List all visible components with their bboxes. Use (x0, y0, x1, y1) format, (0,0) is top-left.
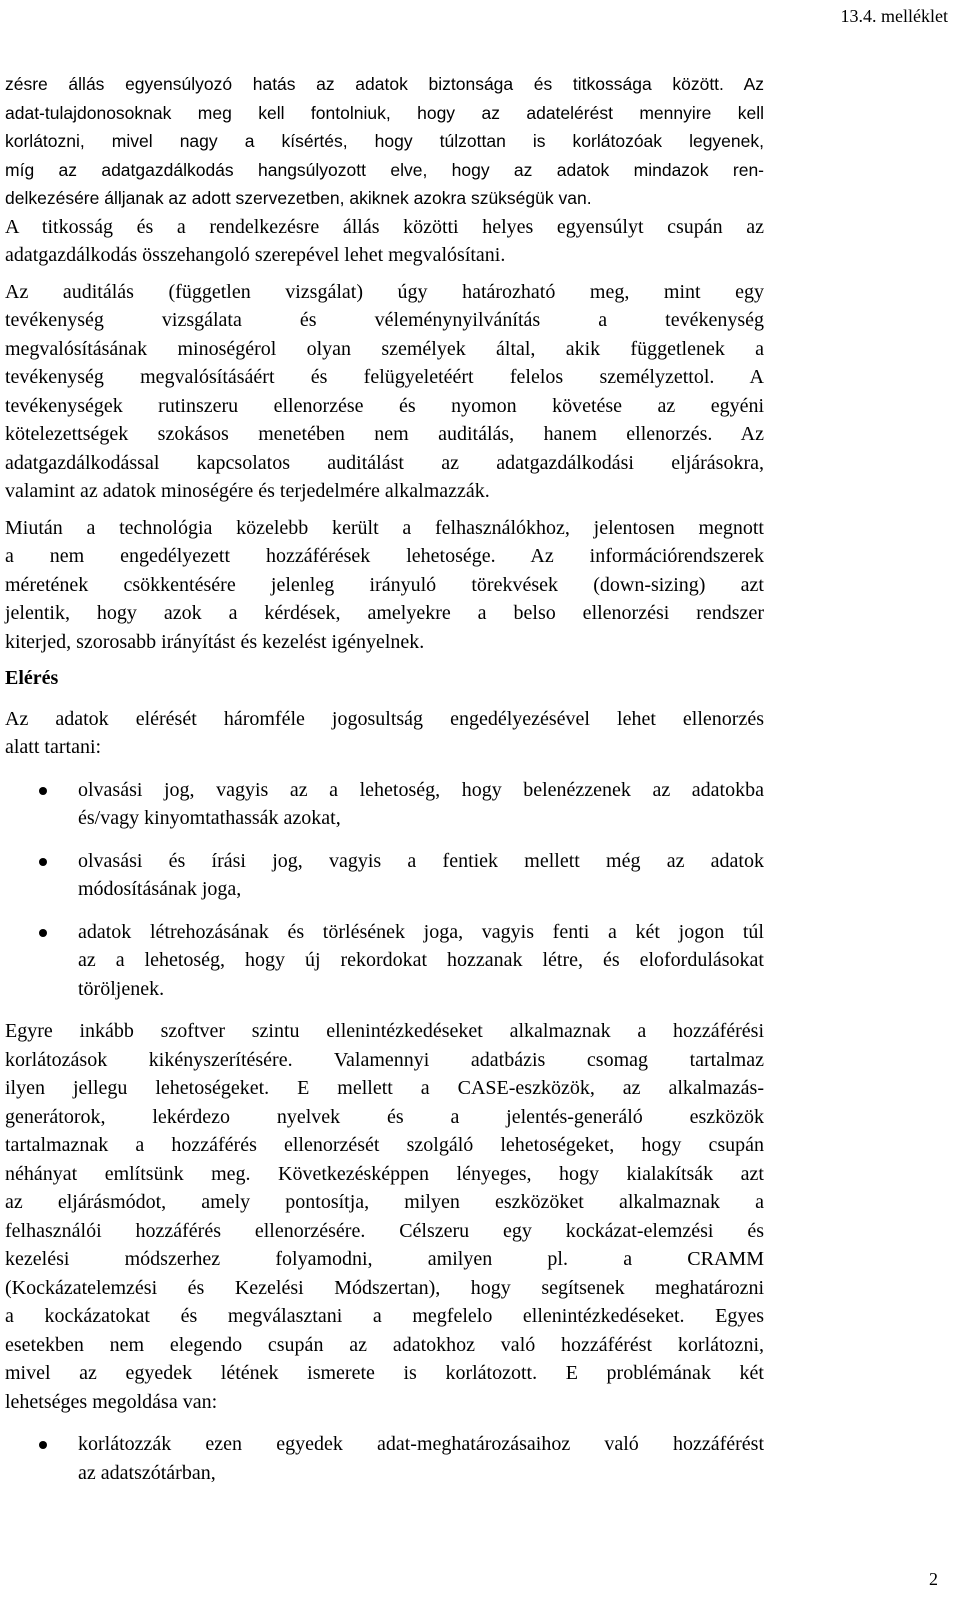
text-line: a nem engedélyezett hozzáférések lehetosége. Az információrendszerek (5, 545, 764, 567)
bullet-list-access-rights (5, 776, 764, 1004)
text-line: néhányat említsünk meg. Következésképpen lényeges, hogy kialakítsák azt (5, 1162, 764, 1185)
text-line: korlátozások kikényszerítésére. Valamennyi adatbázis csomag tartalmaz (5, 1048, 764, 1071)
text-line: töröljenek. (78, 977, 165, 1000)
text-line: adatgazdálkodással kapcsolatos auditálást az adatgazdálkodási eljárásokra, (5, 451, 764, 474)
text-line: Az auditálás (független vizsgálat) úgy határozható meg, mint egy (5, 280, 764, 303)
paragraph-3 (5, 514, 764, 657)
text-line: tevékenységek rutinszeru ellenorzése és nyomon követése az egyéni (5, 394, 764, 417)
text-line: a kockázatokat és megválasztani a megfelelo ellenintézkedéseket. Egyes (5, 1305, 764, 1327)
text-line: az a lehetoség, hogy új rekordokat hozzanak létre, és elofordulásokat (78, 949, 764, 971)
text-line: mivel az egyedek létének ismerete is korlátozott. E problémának két (5, 1362, 764, 1384)
text-line: lehetséges megoldása van: (5, 1390, 218, 1413)
text-line: korlátozzák ezen egyedek adat-meghatározásaihoz való hozzáférést (78, 1433, 764, 1455)
list-item (5, 918, 764, 1004)
text-line: Egyre inkább szoftver szintu ellenintézkedéseket alkalmaznak a hozzáférési (5, 1020, 764, 1042)
text-line: adatgazdálkodás összehangoló szerepével lehet megvalósítani. (5, 244, 506, 266)
paragraph-4 (5, 705, 764, 762)
text-line: olvasási jog, vagyis az a lehetoség, hogy belenézzenek az adatokba (78, 778, 764, 801)
paragraph-1b (5, 213, 764, 270)
bullet-icon (39, 787, 47, 795)
text-line: olvasási és írási jog, vagyis a fentiek mellett még az adatok (78, 849, 764, 872)
text-line: Miután a technológia közelebb került a felhasználókhoz, jelentosen megnott (5, 516, 764, 539)
text-line: méretének csökkentésére jelenleg irányuló törekvések (down-sizing) azt (5, 573, 764, 596)
section-heading: Elérés (5, 667, 59, 689)
text-line: kiterjed, szorosabb irányítást és kezelést igényelnek. (5, 630, 425, 653)
text-line: korlátozni, mivel nagy a kísértés, hogy túlzottan is korlátozóak legyenek, (5, 131, 764, 151)
text-line: tartalmaznak a hozzáférés ellenorzését szolgáló lehetoségeket, hogy csupán (5, 1134, 764, 1156)
text-line: az eljárásmódot, amely pontosítja, milyen eszközöket alkalmaznak a (5, 1191, 764, 1213)
text-line: ilyen jellegu lehetoségeket. E mellett a CASE-eszközök, az alkalmazás- (5, 1077, 764, 1099)
text-line: jelentik, hogy azok a kérdések, amelyekre a belso ellenorzési rendszer (5, 602, 764, 624)
section-label: 13.4. melléklet (840, 6, 948, 26)
list-item (5, 776, 764, 833)
text-line: és/vagy kinyomtathassák azokat, (78, 807, 341, 829)
bullet-icon (39, 1441, 47, 1449)
text-line: (Kockázatelemzési és Kezelési Módszertan), hogy segítsenek meghatározni (5, 1276, 764, 1299)
bullet-icon (39, 929, 47, 937)
text-line: Az adatok elérését háromféle jogosultság engedélyezésével lehet ellenorzés (5, 707, 764, 730)
bullet-list-solutions (5, 1430, 764, 1487)
text-line: tevékenység megvalósításáért és felügyeletéért felelos személyzettol. A (5, 366, 764, 388)
text-line: valamint az adatok minoségére és terjedelmére alkalmazzák. (5, 480, 490, 502)
text-line: kötelezettségek szokásos menetében nem auditálás, hanem ellenorzés. Az (5, 423, 764, 445)
text-line: adatok létrehozásának és törlésének joga, vagyis fenti a két jogon túl (78, 920, 764, 943)
text-line: A titkosság és a rendelkezésre állás közötti helyes egyensúlyt csupán az (5, 215, 764, 238)
text-line: felhasználói hozzáférés ellenorzésére. Célszeru egy kockázat-elemzési és (5, 1219, 764, 1242)
text-line: módosításának joga, (78, 878, 242, 900)
text-line: megvalósításának minoségérol olyan személyek által, akik függetlenek a (5, 337, 764, 360)
text-line: tevékenység vizsgálata és véleménynyilvánítás a tevékenység (5, 309, 764, 331)
page-number: 2 (929, 1569, 938, 1589)
text-line: esetekben nem elegendo csupán az adatokhoz való hozzáférést korlátozni, (5, 1333, 764, 1356)
text-line: az adatszótárban, (78, 1461, 216, 1484)
text-line: kezelési módszerhez folyamodni, amilyen pl. a CRAMM (5, 1248, 764, 1270)
document-body (5, 70, 764, 1501)
text-line: generátorok, lekérdezo nyelvek és a jelentés-generáló eszközök (5, 1105, 764, 1128)
bullet-icon (39, 858, 47, 866)
text-line: adat-tulajdonosoknak meg kell fontolniuk, hogy az adatelérést mennyire kell (5, 102, 764, 123)
text-line: zésre állás egyensúlyozó hatás az adatok biztonsága és titkossága között. Az (5, 74, 764, 94)
paragraph-5 (5, 1017, 764, 1416)
text-line: alatt tartani: (5, 736, 102, 758)
text-line: delkezésére álljanak az adott szervezetben, akiknek azokra szükségük van. (5, 188, 592, 208)
list-item (5, 1430, 764, 1487)
paragraph-2 (5, 278, 764, 506)
paragraph-1 (5, 70, 764, 213)
text-line: míg az adatgazdálkodás hangsúlyozott elve, hogy az adatok mindazok ren- (5, 159, 764, 180)
list-item (5, 847, 764, 904)
